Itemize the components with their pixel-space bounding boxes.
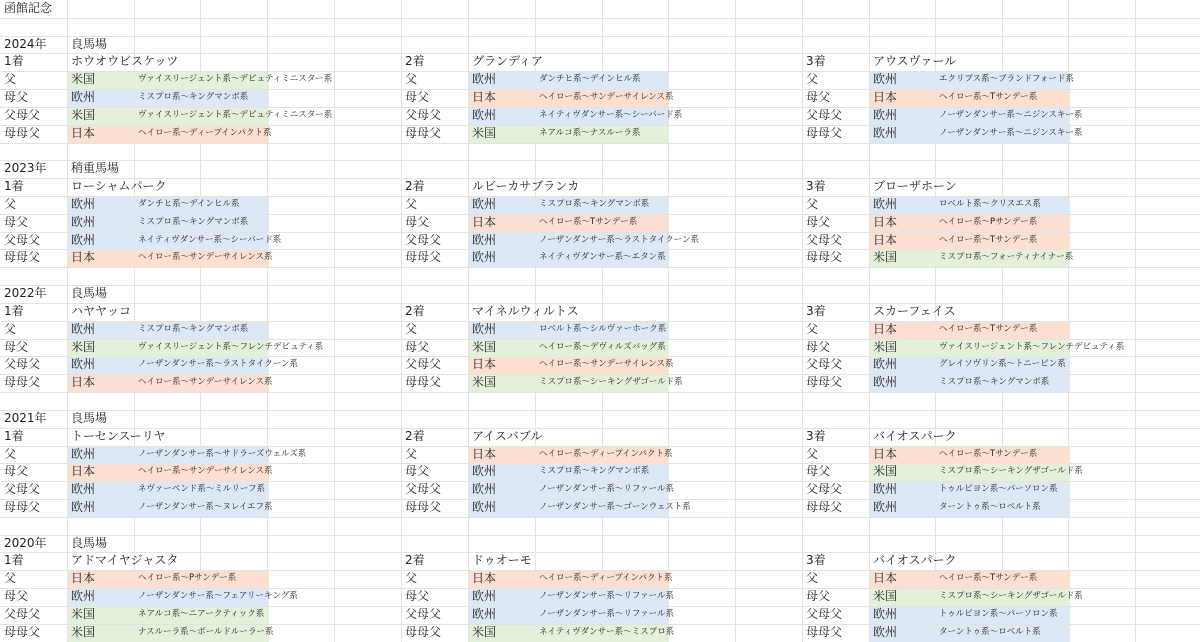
sire-line: ノーザンダンサー系～ニジンスキー系 [939, 110, 1083, 120]
finish-place: 3着 [806, 54, 826, 68]
row-gridline [0, 285, 1200, 286]
pedigree-role: 母母父 [4, 375, 41, 389]
horse-name: ホウオウビスケッツ [71, 54, 179, 68]
region-label: 欧州 [873, 72, 898, 86]
region-label: 欧州 [71, 215, 96, 229]
sire-line: ヴァイスリージェント系～デピュティミニスター系 [138, 110, 333, 120]
sire-line: ミスプロ系～キングマンボ系 [138, 324, 249, 334]
sire-line: ネイティヴダンサー系～ミスプロ系 [539, 627, 675, 637]
region-label: 欧州 [71, 233, 96, 247]
sire-line: ミスプロ系～シーキングザゴールド系 [939, 466, 1083, 476]
finish-place: 2着 [405, 553, 425, 567]
sire-line: ノーザンダンサー系～リファール系 [539, 609, 674, 619]
region-label: 欧州 [472, 108, 497, 122]
sire-line: ヘイロー系～ディープインパクト系 [539, 573, 673, 583]
horse-name: ローシャムパーク [71, 179, 167, 193]
pedigree-role: 父母父 [405, 357, 442, 371]
pedigree-role: 父母父 [4, 357, 41, 371]
race-year: 2022年 [4, 286, 47, 300]
finish-place: 1着 [4, 179, 24, 193]
horse-name: アウスヴァール [873, 54, 957, 68]
sire-line: ダンチヒ系～デインヒル系 [138, 199, 240, 209]
row-gridline [0, 552, 1200, 553]
pedigree-role: 母母父 [405, 250, 442, 264]
sire-line: エクリプス系～ブランドフォード系 [939, 74, 1074, 84]
pedigree-role: 母父 [4, 90, 29, 104]
pedigree-role: 母母父 [4, 500, 41, 514]
sire-line: ヘイロー系～Tサンデー系 [539, 217, 638, 227]
region-label: 欧州 [472, 322, 497, 336]
region-label: 米国 [873, 250, 898, 264]
region-label: 欧州 [873, 625, 898, 639]
row-gridline [0, 517, 1200, 518]
region-label: 欧州 [472, 607, 497, 621]
row-gridline [0, 303, 1200, 304]
sire-line: ミスプロ系～キングマンボ系 [138, 217, 249, 227]
pedigree-role: 母父 [4, 589, 29, 603]
region-label: 日本 [71, 375, 96, 389]
sire-line: ミスプロ系～フォーティナイナー系 [939, 252, 1074, 262]
sire-line: ターントゥ系～ロベルト系 [939, 502, 1041, 512]
pedigree-role: 父 [405, 571, 418, 585]
pedigree-role: 母父 [4, 464, 29, 478]
pedigree-role: 母父 [405, 215, 430, 229]
track-condition: 良馬場 [71, 536, 108, 550]
sire-line: ネイティヴダンサー系～シーバード系 [539, 110, 683, 120]
region-label: 日本 [472, 571, 497, 585]
pedigree-role: 父 [405, 322, 418, 336]
pedigree-role: 母父 [405, 90, 430, 104]
pedigree-role: 父母父 [405, 108, 442, 122]
sire-line: ヘイロー系～Tサンデー系 [939, 449, 1038, 459]
region-label: 米国 [71, 72, 96, 86]
track-condition: 良馬場 [71, 286, 108, 300]
pedigree-role: 父母父 [405, 233, 442, 247]
region-label: 米国 [472, 126, 497, 140]
pedigree-role: 母父 [806, 215, 831, 229]
region-label: 米国 [71, 108, 96, 122]
region-label: 欧州 [873, 482, 898, 496]
region-label: 日本 [873, 233, 898, 247]
region-label: 日本 [873, 90, 898, 104]
row-gridline [0, 53, 1200, 54]
region-label: 欧州 [873, 108, 898, 122]
sire-line: ミスプロ系～キングマンボ系 [539, 199, 650, 209]
finish-place: 1着 [4, 304, 24, 318]
sire-line: ロベルト系～シルヴァーホーク系 [539, 324, 667, 334]
horse-name: ハヤヤッコ [71, 304, 132, 318]
pedigree-role: 母父 [806, 589, 831, 603]
pedigree-role: 母母父 [405, 375, 442, 389]
region-label: 米国 [472, 375, 497, 389]
sire-line: ヘイロー系～サンデーサイレンス系 [539, 359, 674, 369]
pedigree-role: 父 [806, 571, 819, 585]
region-label: 日本 [71, 571, 96, 585]
horse-name: トーセンスーリヤ [71, 429, 166, 443]
pedigree-role: 父 [405, 447, 418, 461]
pedigree-role: 父 [405, 72, 418, 86]
pedigree-role: 父母父 [806, 108, 843, 122]
sheet-title: 函館記念 [4, 1, 53, 15]
race-year: 2020年 [4, 536, 47, 550]
track-condition: 良馬場 [71, 37, 108, 51]
pedigree-role: 母母父 [806, 500, 843, 514]
pedigree-role: 母母父 [806, 126, 843, 140]
region-label: 欧州 [472, 250, 497, 264]
pedigree-role: 父母父 [4, 108, 41, 122]
region-label: 日本 [873, 322, 898, 336]
horse-name: バイオスパーク [873, 429, 957, 443]
row-gridline [0, 160, 1200, 161]
sire-line: ノーザンダンサー系～リファール系 [539, 591, 674, 601]
sire-line: ヘイロー系～Tサンデー系 [939, 324, 1038, 334]
sire-line: ノーザンダンサー系～ヌレイエフ系 [138, 502, 273, 512]
sire-line: ナスルーラ系～ボールドルーラー系 [138, 627, 274, 637]
region-label: 欧州 [472, 72, 497, 86]
pedigree-role: 父 [806, 447, 819, 461]
sire-line: ネアルコ系～ニアークティック系 [138, 609, 265, 619]
pedigree-role: 母母父 [4, 126, 41, 140]
region-label: 米国 [873, 340, 898, 354]
region-label: 欧州 [71, 197, 96, 211]
horse-name: スカーフェイス [873, 304, 956, 318]
pedigree-role: 父 [4, 72, 17, 86]
region-label: 欧州 [71, 482, 96, 496]
sire-line: ノーザンダンサー系～ニジンスキー系 [939, 128, 1083, 138]
sire-line: ネヴァーベンド系～ミルリーフ系 [138, 484, 265, 494]
region-label: 欧州 [71, 357, 96, 371]
region-label: 日本 [873, 215, 898, 229]
pedigree-role: 父 [806, 197, 819, 211]
sire-line: トゥルビヨン系～パーソロン系 [939, 484, 1058, 494]
region-label: 欧州 [873, 197, 898, 211]
pedigree-role: 父 [4, 322, 17, 336]
row-gridline [0, 36, 1200, 37]
row-gridline [0, 392, 1200, 393]
horse-name: バイオスパーク [873, 553, 957, 567]
pedigree-role: 母母父 [4, 250, 41, 264]
sire-line: ヘイロー系～サンデーサイレンス系 [138, 377, 273, 387]
region-label: 米国 [71, 607, 96, 621]
sire-line: ミスプロ系～キングマンボ系 [138, 92, 249, 102]
region-label: 欧州 [71, 500, 96, 514]
pedigree-role: 父 [806, 322, 819, 336]
race-year: 2024年 [4, 37, 47, 51]
sire-line: ノーザンダンサー系～ラストタイクーン系 [138, 359, 299, 369]
pedigree-role: 父母父 [806, 482, 843, 496]
pedigree-role: 母父 [405, 464, 430, 478]
sire-line: ノーザンダンサー系～ゴーンウェスト系 [539, 502, 691, 512]
sire-line: ヘイロー系～サンデーサイレンス系 [138, 466, 273, 476]
pedigree-role: 母母父 [806, 625, 843, 639]
race-year: 2021年 [4, 411, 47, 425]
region-label: 欧州 [472, 233, 497, 247]
pedigree-role: 母母父 [806, 250, 843, 264]
race-year: 2023年 [4, 161, 47, 175]
pedigree-role: 父 [4, 571, 17, 585]
finish-place: 1着 [4, 553, 24, 567]
sire-line: ネアルコ系～ナスルーラ系 [539, 128, 641, 138]
region-label: 欧州 [472, 589, 497, 603]
sire-line: ロベルト系～クリスエス系 [939, 199, 1041, 209]
pedigree-role: 父 [806, 72, 819, 86]
sire-line: ヘイロー系～デヴィルズバッグ系 [539, 342, 666, 352]
region-label: 米国 [71, 625, 96, 639]
row-gridline [0, 535, 1200, 536]
horse-name: ルビーカサブランカ [472, 179, 580, 193]
horse-name: ブローザホーン [873, 179, 957, 193]
finish-place: 3着 [806, 429, 826, 443]
pedigree-role: 母父 [4, 340, 29, 354]
region-label: 欧州 [472, 197, 497, 211]
sire-line: ネイティヴダンサー系～エタン系 [539, 252, 666, 262]
sire-line: ミスプロ系～シーキングザゴールド系 [539, 377, 683, 387]
region-label: 日本 [873, 571, 898, 585]
finish-place: 3着 [806, 304, 826, 318]
pedigree-role: 父母父 [806, 357, 843, 371]
pedigree-role: 父母父 [4, 482, 41, 496]
horse-name: アドマイヤジャスタ [71, 553, 179, 567]
sire-line: ヘイロー系～サンデーサイレンス系 [539, 92, 674, 102]
row-gridline [0, 410, 1200, 411]
sire-line: ミスプロ系～キングマンボ系 [539, 466, 650, 476]
pedigree-role: 父 [4, 447, 17, 461]
pedigree-role: 父母父 [806, 233, 843, 247]
sire-line: ノーザンダンサー系～ラストタイクーン系 [539, 235, 700, 245]
sire-line: ヴァイスリージェント系～フレンチデピュティ系 [939, 342, 1125, 352]
region-label: 欧州 [71, 90, 96, 104]
horse-name: ドゥオーモ [472, 553, 532, 567]
track-condition: 良馬場 [71, 411, 108, 425]
region-label: 欧州 [873, 607, 898, 621]
row-gridline [0, 178, 1200, 179]
region-label: 欧州 [71, 447, 96, 461]
region-label: 欧州 [873, 500, 898, 514]
row-gridline [0, 428, 1200, 429]
finish-place: 1着 [4, 429, 24, 443]
sire-line: ヘイロー系～Tサンデー系 [939, 92, 1038, 102]
pedigree-role: 父母父 [4, 607, 41, 621]
pedigree-role: 父母父 [4, 233, 41, 247]
horse-name: アイスバブル [472, 429, 543, 443]
sire-line: ヘイロー系～Tサンデー系 [939, 573, 1038, 583]
sire-line: ヘイロー系～Tサンデー系 [939, 235, 1038, 245]
finish-place: 2着 [405, 54, 425, 68]
finish-place: 2着 [405, 179, 425, 193]
sire-line: ヴァイスリージェント系～フレンチデピュティ系 [138, 342, 324, 352]
region-label: 欧州 [472, 482, 497, 496]
sire-line: ヴァイスリージェント系～デピュティミニスター系 [138, 74, 333, 84]
pedigree-role: 母母父 [4, 625, 41, 639]
region-label: 日本 [873, 447, 898, 461]
sire-line: ネイティヴダンサー系～シーバード系 [138, 235, 282, 245]
finish-place: 3着 [806, 553, 826, 567]
horse-name: グランディア [472, 54, 544, 68]
region-label: 米国 [472, 625, 497, 639]
sire-line: ノーザンダンサー系～フェアリーキング系 [138, 591, 298, 601]
region-label: 欧州 [873, 375, 898, 389]
region-label: 日本 [472, 90, 497, 104]
sire-line: ダンチヒ系～デインヒル系 [539, 74, 641, 84]
track-condition: 稍重馬場 [71, 161, 120, 175]
pedigree-role: 父 [405, 197, 418, 211]
region-label: 日本 [472, 215, 497, 229]
sire-line: トゥルビヨン系～パーソロン系 [939, 609, 1058, 619]
region-label: 米国 [873, 464, 898, 478]
region-label: 欧州 [873, 357, 898, 371]
region-label: 日本 [71, 126, 96, 140]
pedigree-role: 父母父 [405, 607, 442, 621]
region-label: 欧州 [472, 500, 497, 514]
pedigree-role: 母父 [806, 464, 831, 478]
pedigree-role: 父 [4, 197, 17, 211]
row-gridline [0, 267, 1200, 268]
region-label: 欧州 [472, 464, 497, 478]
region-label: 日本 [472, 447, 497, 461]
row-gridline [0, 18, 1200, 19]
pedigree-role: 母父 [405, 589, 430, 603]
region-label: 欧州 [71, 322, 96, 336]
sire-line: ヘイロー系～Pサンデー系 [138, 573, 237, 583]
sire-line: ヘイロー系～ディープインパクト系 [138, 128, 272, 138]
region-label: 日本 [71, 250, 96, 264]
finish-place: 2着 [405, 304, 425, 318]
region-label: 米国 [472, 340, 497, 354]
pedigree-role: 母父 [806, 340, 831, 354]
sire-line: グレイソヴリン系～トニービン系 [939, 359, 1066, 369]
sire-line: ヘイロー系～サンデーサイレンス系 [138, 252, 273, 262]
row-gridline [0, 143, 1200, 144]
pedigree-role: 父母父 [806, 607, 843, 621]
region-label: 米国 [873, 589, 898, 603]
pedigree-role: 母父 [4, 215, 29, 229]
region-label: 欧州 [71, 589, 96, 603]
pedigree-role: 母母父 [405, 126, 442, 140]
pedigree-role: 母母父 [405, 625, 442, 639]
finish-place: 1着 [4, 54, 24, 68]
sire-line: ターントゥ系～ロベルト系 [939, 627, 1041, 637]
pedigree-role: 母父 [806, 90, 831, 104]
sire-line: ヘイロー系～ディープインパクト系 [539, 449, 673, 459]
region-label: 米国 [71, 340, 96, 354]
sire-line: ヘイロー系～Pサンデー系 [939, 217, 1038, 227]
pedigree-role: 母母父 [806, 375, 843, 389]
sire-line: ミスプロ系～キングマンボ系 [939, 377, 1050, 387]
region-label: 日本 [472, 357, 497, 371]
region-label: 欧州 [873, 126, 898, 140]
horse-name: マイネルウィルトス [472, 304, 579, 318]
pedigree-role: 母父 [405, 340, 430, 354]
finish-place: 3着 [806, 179, 826, 193]
sire-line: ノーザンダンサー系～サドラーズウェルズ系 [138, 449, 307, 459]
pedigree-role: 父母父 [405, 482, 442, 496]
sire-line: ミスプロ系～シーキングザゴールド系 [939, 591, 1083, 601]
sire-line: ノーザンダンサー系～リファール系 [539, 484, 674, 494]
region-label: 日本 [71, 464, 96, 478]
pedigree-role: 母母父 [405, 500, 442, 514]
finish-place: 2着 [405, 429, 425, 443]
